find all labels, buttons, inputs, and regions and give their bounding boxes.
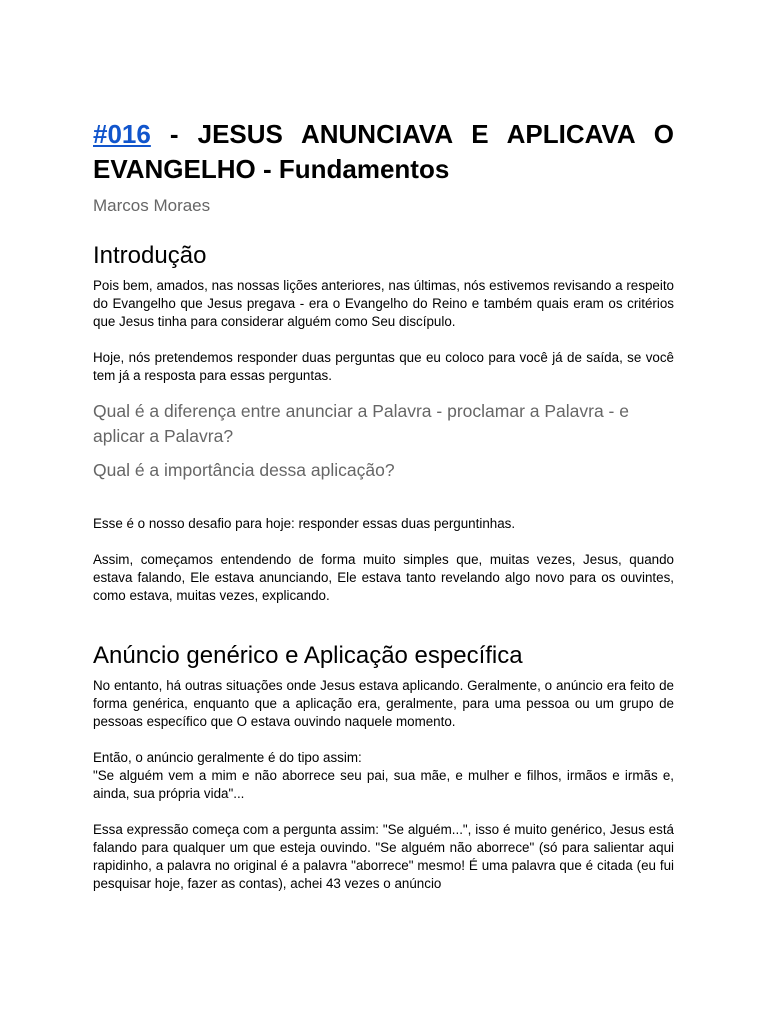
paragraph-no-entanto: No entanto, há outras situações onde Jesus estava aplicando. Geralmente, o anúncio era feito de forma genérica, enquanto que a aplicação era, geralmente, para uma pessoa ou um grupo de pessoas específico que O estava ouvindo naquele momento. xyxy=(93,678,674,729)
paragraph-intro-2: Hoje, nós pretendemos responder duas perguntas que eu coloco para você já de saída, se você tem já a resposta para essas perguntas. xyxy=(93,350,674,383)
paragraph-desafio: Esse é o nosso desafio para hoje: responder essas duas perguntinhas. xyxy=(93,516,516,531)
paragraph-essa-expressao: Essa expressão começa com a pergunta assim: "Se alguém...", isso é muito genérico, Jesus está falando para qualquer um que esteja ouvindo. "Se alguém não aborrece" (só para salientar aqui rapidinho, a palavra no original é a palavra "aborrece" mesmo! É uma palavra que é citada (eu fui pesquisar hoje, fazer as contas), achei 43 vezes o anúncio xyxy=(93,822,674,891)
quote-se-alguem: "Se alguém vem a mim e não aborrece seu pai, sua mãe, e mulher e filhos, irmãos e irmãs e, ainda, sua própria vida"... xyxy=(93,768,674,801)
author-name: Marcos Moraes xyxy=(93,196,211,215)
lesson-number-link[interactable]: #016 xyxy=(93,119,151,149)
paragraph-assim: Assim, começamos entendendo de forma muito simples que, muitas vezes, Jesus, quando estava falando, Ele estava anunciando, Ele estava tanto revelando algo novo para os ouvintes, como estava, muitas vezes, explicando. xyxy=(93,552,674,603)
document-title xyxy=(93,0,674,187)
title-text: - JESUS ANUNCIAVA E APLICAVA O EVANGELHO - Fundamentos xyxy=(93,119,674,184)
paragraph-intro-1: Pois bem, amados, nas nossas lições anteriores, nas últimas, nós estivemos revisando a respeito do Evangelho que Jesus pregava - era o Evangelho do Reino e também quais eram os critérios que Jesus tinha para considerar alguém como Seu discípulo. xyxy=(93,278,674,329)
question-heading-2: Qual é a importância dessa aplicação? xyxy=(93,460,395,480)
heading-anuncio-generico: Anúncio genérico e Aplicação específica xyxy=(93,642,523,669)
paragraph-entao-line-1: Então, o anúncio geralmente é do tipo assim: xyxy=(93,750,362,765)
heading-introducao: Introdução xyxy=(93,242,207,269)
question-heading-1: Qual é a diferença entre anunciar a Palavra - proclamar a Palavra - e aplicar a Palavra? xyxy=(93,401,629,446)
paragraph-entao xyxy=(93,749,674,803)
